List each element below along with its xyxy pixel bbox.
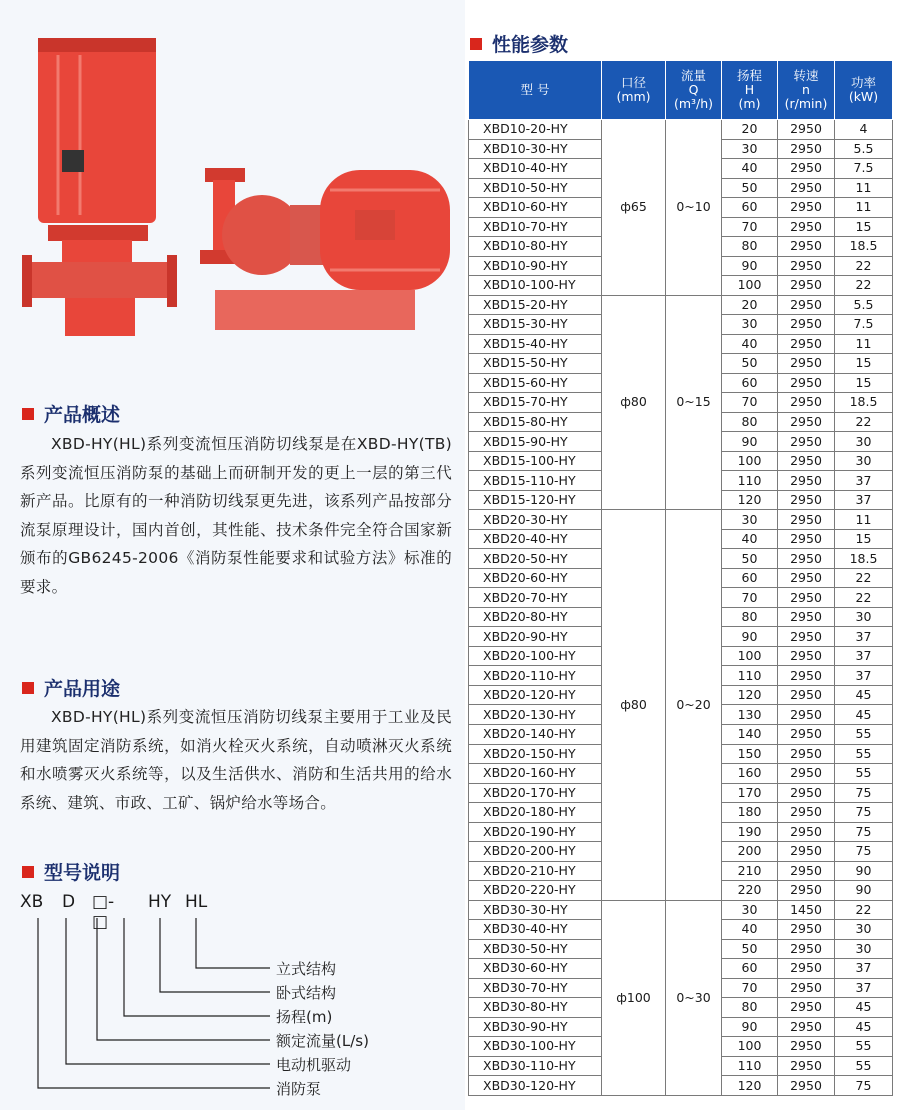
cell-model: XBD20-90-HY xyxy=(469,627,602,647)
model-desc-title: 型号说明 xyxy=(22,858,120,885)
cell-speed: 2950 xyxy=(778,666,835,686)
cell-head: 40 xyxy=(722,529,778,549)
code-part-hy: HY xyxy=(148,892,172,912)
cell-head: 120 xyxy=(722,490,778,510)
cell-head: 60 xyxy=(722,959,778,979)
table-body xyxy=(469,120,893,1096)
bullet-square-icon xyxy=(470,38,482,50)
header-speed xyxy=(778,61,835,120)
cell-speed: 2950 xyxy=(778,842,835,862)
cell-power: 22 xyxy=(835,900,893,920)
cell-model: XBD15-70-HY xyxy=(469,393,602,413)
cell-head: 170 xyxy=(722,783,778,803)
cell-model: XBD10-60-HY xyxy=(469,198,602,218)
cell-speed: 2950 xyxy=(778,627,835,647)
cell-speed: 2950 xyxy=(778,178,835,198)
cell-head: 190 xyxy=(722,822,778,842)
cell-model: XBD15-110-HY xyxy=(469,471,602,491)
cell-model: XBD30-30-HY xyxy=(469,900,602,920)
cell-model: XBD20-200-HY xyxy=(469,842,602,862)
cell-speed: 2950 xyxy=(778,510,835,530)
cell-speed: 2950 xyxy=(778,881,835,901)
cell-model: XBD10-80-HY xyxy=(469,237,602,257)
cell-head: 20 xyxy=(722,295,778,315)
cell-speed: 2950 xyxy=(778,959,835,979)
cell-diameter: ф80 xyxy=(602,510,666,900)
cell-speed: 2950 xyxy=(778,295,835,315)
cell-speed: 2950 xyxy=(778,471,835,491)
cell-model: XBD30-50-HY xyxy=(469,939,602,959)
cell-power: 75 xyxy=(835,822,893,842)
cell-power: 55 xyxy=(835,724,893,744)
cell-head: 100 xyxy=(722,1037,778,1057)
header-model xyxy=(469,61,602,120)
params-title: 性能参数 xyxy=(470,30,568,57)
cell-speed: 2950 xyxy=(778,1017,835,1037)
cell-speed: 2950 xyxy=(778,822,835,842)
cell-head: 70 xyxy=(722,978,778,998)
cell-head: 110 xyxy=(722,1056,778,1076)
cell-speed: 2950 xyxy=(778,217,835,237)
cell-head: 130 xyxy=(722,705,778,725)
legend-horizontal-structure: 卧式结构 xyxy=(276,984,337,1002)
cell-speed: 2950 xyxy=(778,861,835,881)
cell-power: 5.5 xyxy=(835,139,893,159)
cell-flow: 0~15 xyxy=(666,295,722,510)
cell-model: XBD20-40-HY xyxy=(469,529,602,549)
cell-model: XBD10-40-HY xyxy=(469,159,602,179)
cell-speed: 2950 xyxy=(778,920,835,940)
cell-speed: 2950 xyxy=(778,1076,835,1096)
cell-speed: 2950 xyxy=(778,685,835,705)
cell-speed: 2950 xyxy=(778,139,835,159)
cell-speed: 2950 xyxy=(778,568,835,588)
cell-model: XBD15-120-HY xyxy=(469,490,602,510)
cell-diameter: ф100 xyxy=(602,900,666,1095)
cell-head: 30 xyxy=(722,315,778,335)
cell-speed: 2950 xyxy=(778,529,835,549)
cell-power: 37 xyxy=(835,490,893,510)
header-head-text: 扬程 H (m) xyxy=(736,68,762,111)
cell-head: 30 xyxy=(722,139,778,159)
cell-model: XBD15-50-HY xyxy=(469,354,602,374)
cell-power: 18.5 xyxy=(835,393,893,413)
cell-speed: 2950 xyxy=(778,646,835,666)
cell-power: 22 xyxy=(835,588,893,608)
cell-head: 70 xyxy=(722,217,778,237)
cell-power: 15 xyxy=(835,373,893,393)
cell-power: 30 xyxy=(835,451,893,471)
cell-head: 40 xyxy=(722,920,778,940)
cell-head: 220 xyxy=(722,881,778,901)
cell-speed: 2950 xyxy=(778,276,835,296)
usage-title: 产品用途 xyxy=(22,674,120,701)
cell-head: 80 xyxy=(722,998,778,1018)
cell-model: XBD30-80-HY xyxy=(469,998,602,1018)
cell-power: 18.5 xyxy=(835,549,893,569)
cell-head: 80 xyxy=(722,607,778,627)
cell-model: XBD20-180-HY xyxy=(469,803,602,823)
cell-head: 200 xyxy=(722,842,778,862)
cell-model: XBD20-190-HY xyxy=(469,822,602,842)
legend-head: 扬程(m) xyxy=(276,1008,333,1026)
cell-power: 15 xyxy=(835,529,893,549)
header-head xyxy=(722,61,778,120)
header-power-text: 功率 (kW) xyxy=(848,75,879,104)
legend-vertical-structure: 立式结构 xyxy=(276,960,337,978)
cell-speed: 2950 xyxy=(778,783,835,803)
table-header-row xyxy=(469,61,893,120)
cell-model: XBD30-100-HY xyxy=(469,1037,602,1057)
overview-paragraph: XBD-HY(HL)系列变流恒压消防切线泵是在XBD-HY(TB)系列变流恒压消防泵的基础上而研制开发的更上一层的第三代新产品。比原有的一种消防切线泵更先进，该系列产品按部分流泵原理设计，国内首创，其性能、技术条件完全符合国家新颁布的GB6245-2006《消防泵性能要求和试验方法》标准的要求。 xyxy=(20,435,452,596)
cell-head: 120 xyxy=(722,1076,778,1096)
cell-model: XBD30-40-HY xyxy=(469,920,602,940)
cell-power: 22 xyxy=(835,276,893,296)
code-part-d: D xyxy=(62,892,76,912)
header-diameter xyxy=(602,61,666,120)
cell-power: 37 xyxy=(835,978,893,998)
cell-head: 80 xyxy=(722,237,778,257)
cell-speed: 2950 xyxy=(778,764,835,784)
cell-model: XBD20-100-HY xyxy=(469,646,602,666)
header-power xyxy=(835,61,893,120)
cell-speed: 2950 xyxy=(778,393,835,413)
cell-power: 7.5 xyxy=(835,315,893,335)
cell-speed: 2950 xyxy=(778,803,835,823)
cell-model: XBD20-170-HY xyxy=(469,783,602,803)
cell-flow: 0~30 xyxy=(666,900,722,1095)
cell-power: 7.5 xyxy=(835,159,893,179)
cell-power: 55 xyxy=(835,1037,893,1057)
cell-diameter: ф80 xyxy=(602,295,666,510)
cell-power: 37 xyxy=(835,471,893,491)
cell-speed: 2950 xyxy=(778,549,835,569)
cell-head: 50 xyxy=(722,178,778,198)
cell-head: 70 xyxy=(722,393,778,413)
cell-power: 4 xyxy=(835,120,893,140)
cell-speed: 2950 xyxy=(778,315,835,335)
cell-model: XBD10-90-HY xyxy=(469,256,602,276)
cell-power: 90 xyxy=(835,881,893,901)
cell-model: XBD20-120-HY xyxy=(469,685,602,705)
cell-speed: 1450 xyxy=(778,900,835,920)
cell-power: 55 xyxy=(835,744,893,764)
cell-model: XBD30-90-HY xyxy=(469,1017,602,1037)
cell-model: XBD30-60-HY xyxy=(469,959,602,979)
code-part-hl: HL xyxy=(185,892,208,912)
cell-speed: 2950 xyxy=(778,412,835,432)
cell-model: XBD10-50-HY xyxy=(469,178,602,198)
cell-head: 90 xyxy=(722,256,778,276)
cell-head: 50 xyxy=(722,939,778,959)
cell-model: XBD30-70-HY xyxy=(469,978,602,998)
cell-model: XBD20-150-HY xyxy=(469,744,602,764)
cell-model: XBD20-210-HY xyxy=(469,861,602,881)
cell-power: 30 xyxy=(835,607,893,627)
cell-head: 100 xyxy=(722,276,778,296)
cell-power: 75 xyxy=(835,783,893,803)
table-row xyxy=(469,900,893,920)
code-part-flow-head: □-□ xyxy=(92,892,115,932)
cell-speed: 2950 xyxy=(778,120,835,140)
cell-model: XBD10-70-HY xyxy=(469,217,602,237)
cell-speed: 2950 xyxy=(778,451,835,471)
cell-power: 55 xyxy=(835,764,893,784)
cell-power: 75 xyxy=(835,842,893,862)
overview-title: 产品概述 xyxy=(22,400,120,427)
cell-head: 60 xyxy=(722,373,778,393)
cell-flow: 0~10 xyxy=(666,120,722,296)
cell-power: 45 xyxy=(835,998,893,1018)
cell-speed: 2950 xyxy=(778,1056,835,1076)
cell-power: 75 xyxy=(835,1076,893,1096)
cell-model: XBD20-130-HY xyxy=(469,705,602,725)
cell-speed: 2950 xyxy=(778,998,835,1018)
cell-power: 37 xyxy=(835,646,893,666)
cell-head: 30 xyxy=(722,510,778,530)
cell-head: 150 xyxy=(722,744,778,764)
cell-power: 30 xyxy=(835,920,893,940)
header-speed-text: 转速 n (r/min) xyxy=(784,68,828,111)
cell-model: XBD20-60-HY xyxy=(469,568,602,588)
header-model-text: 型 号 xyxy=(520,82,550,97)
cell-power: 22 xyxy=(835,412,893,432)
cell-speed: 2950 xyxy=(778,237,835,257)
cell-speed: 2950 xyxy=(778,1037,835,1057)
cell-speed: 2950 xyxy=(778,939,835,959)
cell-head: 100 xyxy=(722,451,778,471)
cell-power: 18.5 xyxy=(835,237,893,257)
cell-speed: 2950 xyxy=(778,354,835,374)
cell-power: 45 xyxy=(835,685,893,705)
cell-head: 90 xyxy=(722,627,778,647)
code-part-xb: XB xyxy=(20,892,44,912)
cell-power: 15 xyxy=(835,217,893,237)
cell-head: 140 xyxy=(722,724,778,744)
legend-fire-pump: 消防泵 xyxy=(276,1080,322,1098)
cell-model: XBD15-40-HY xyxy=(469,334,602,354)
cell-power: 37 xyxy=(835,627,893,647)
cell-head: 120 xyxy=(722,685,778,705)
cell-speed: 2950 xyxy=(778,607,835,627)
table-row xyxy=(469,510,893,530)
cell-power: 37 xyxy=(835,959,893,979)
cell-model: XBD15-30-HY xyxy=(469,315,602,335)
cell-power: 45 xyxy=(835,1017,893,1037)
header-flow-text: 流量 Q (m³/h) xyxy=(673,68,714,111)
cell-model: XBD20-80-HY xyxy=(469,607,602,627)
header-diameter-text: 口径 (mm) xyxy=(616,75,651,104)
cell-power: 5.5 xyxy=(835,295,893,315)
cell-model: XBD15-80-HY xyxy=(469,412,602,432)
cell-speed: 2950 xyxy=(778,159,835,179)
cell-model: XBD10-100-HY xyxy=(469,276,602,296)
cell-head: 50 xyxy=(722,549,778,569)
cell-speed: 2950 xyxy=(778,432,835,452)
cell-power: 22 xyxy=(835,256,893,276)
cell-head: 100 xyxy=(722,646,778,666)
cell-head: 60 xyxy=(722,198,778,218)
cell-head: 40 xyxy=(722,159,778,179)
cell-head: 60 xyxy=(722,568,778,588)
cell-head: 40 xyxy=(722,334,778,354)
cell-model: XBD10-20-HY xyxy=(469,120,602,140)
cell-model: XBD20-110-HY xyxy=(469,666,602,686)
cell-head: 110 xyxy=(722,666,778,686)
performance-table xyxy=(468,60,893,1096)
cell-power: 55 xyxy=(835,1056,893,1076)
table-row xyxy=(469,120,893,140)
cell-power: 30 xyxy=(835,432,893,452)
cell-head: 160 xyxy=(722,764,778,784)
cell-power: 11 xyxy=(835,334,893,354)
cell-model: XBD15-60-HY xyxy=(469,373,602,393)
cell-power: 11 xyxy=(835,510,893,530)
cell-head: 110 xyxy=(722,471,778,491)
cell-model: XBD30-110-HY xyxy=(469,1056,602,1076)
cell-speed: 2950 xyxy=(778,978,835,998)
cell-model: XBD10-30-HY xyxy=(469,139,602,159)
legend-rated-flow: 额定流量(L/s) xyxy=(276,1032,369,1050)
cell-power: 30 xyxy=(835,939,893,959)
cell-power: 37 xyxy=(835,666,893,686)
cell-head: 80 xyxy=(722,412,778,432)
cell-flow: 0~20 xyxy=(666,510,722,900)
cell-model: XBD20-160-HY xyxy=(469,764,602,784)
cell-model: XBD20-140-HY xyxy=(469,724,602,744)
cell-speed: 2950 xyxy=(778,705,835,725)
cell-speed: 2950 xyxy=(778,198,835,218)
cell-power: 90 xyxy=(835,861,893,881)
cell-model: XBD20-70-HY xyxy=(469,588,602,608)
header-flow xyxy=(666,61,722,120)
cell-model: XBD20-30-HY xyxy=(469,510,602,530)
cell-head: 210 xyxy=(722,861,778,881)
table-row xyxy=(469,295,893,315)
cell-power: 11 xyxy=(835,198,893,218)
cell-head: 90 xyxy=(722,1017,778,1037)
cell-head: 50 xyxy=(722,354,778,374)
cell-power: 11 xyxy=(835,178,893,198)
cell-head: 30 xyxy=(722,900,778,920)
cell-speed: 2950 xyxy=(778,334,835,354)
cell-diameter: ф65 xyxy=(602,120,666,296)
cell-model: XBD15-100-HY xyxy=(469,451,602,471)
cell-speed: 2950 xyxy=(778,490,835,510)
cell-head: 90 xyxy=(722,432,778,452)
cell-model: XBD15-90-HY xyxy=(469,432,602,452)
cell-speed: 2950 xyxy=(778,373,835,393)
cell-model: XBD15-20-HY xyxy=(469,295,602,315)
cell-power: 15 xyxy=(835,354,893,374)
legend-motor-drive: 电动机驱动 xyxy=(276,1056,352,1074)
cell-head: 20 xyxy=(722,120,778,140)
usage-paragraph: XBD-HY(HL)系列变流恒压消防切线泵主要用于工业及民用建筑固定消防系统，如消火栓灭火系统，自动喷淋灭火系统和水喷雾灭火系统等，以及生活供水、消防和生活共用的给水系统、建筑、市政、工矿、锅炉给水等场合。 xyxy=(20,708,452,812)
cell-speed: 2950 xyxy=(778,744,835,764)
cell-power: 75 xyxy=(835,803,893,823)
cell-speed: 2950 xyxy=(778,256,835,276)
cell-power: 45 xyxy=(835,705,893,725)
cell-speed: 2950 xyxy=(778,588,835,608)
cell-model: XBD30-120-HY xyxy=(469,1076,602,1096)
cell-power: 22 xyxy=(835,568,893,588)
cell-head: 180 xyxy=(722,803,778,823)
cell-model: XBD20-50-HY xyxy=(469,549,602,569)
cell-speed: 2950 xyxy=(778,724,835,744)
cell-model: XBD20-220-HY xyxy=(469,881,602,901)
cell-head: 70 xyxy=(722,588,778,608)
